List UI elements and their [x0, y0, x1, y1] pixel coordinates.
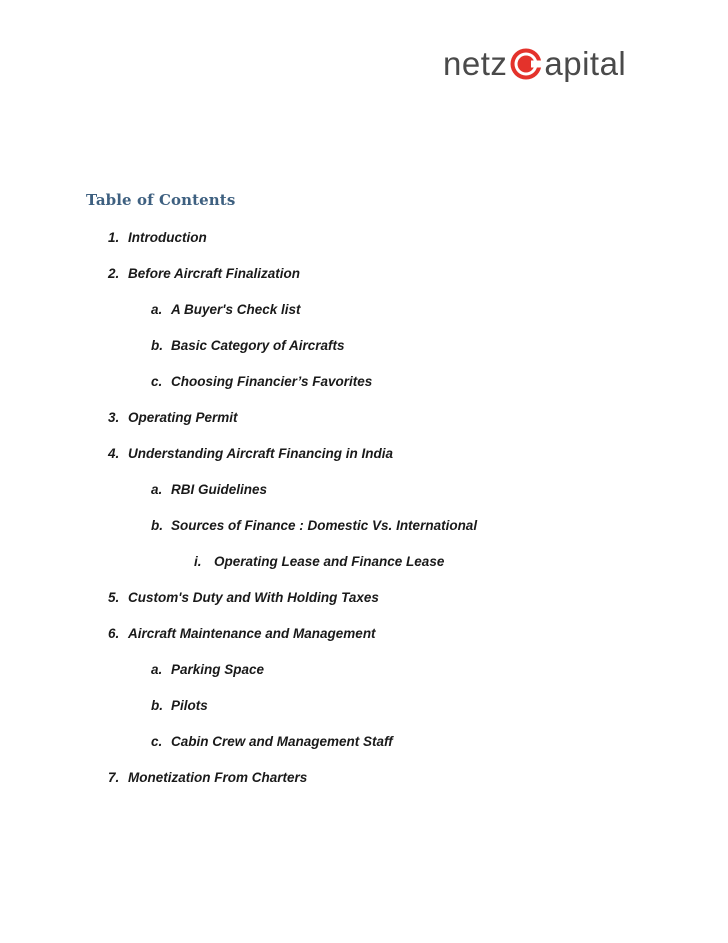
toc-entry-title: Operating Lease and Finance Lease — [214, 554, 445, 569]
toc-entry-title: Parking Space — [171, 662, 265, 677]
toc-entry-title: RBI Guidelines — [171, 482, 268, 497]
toc-entry-number: 1. — [108, 230, 120, 245]
toc-entry-title: Pilots — [171, 698, 208, 713]
toc-entry-title: Custom's Duty and With Holding Taxes — [128, 590, 379, 605]
toc-entry-number: 5. — [108, 590, 120, 605]
toc-entry-title: Sources of Finance : Domestic Vs. International — [171, 518, 478, 533]
toc-entry-title: Aircraft Maintenance and Management — [128, 626, 376, 641]
toc-entry-number: a. — [151, 662, 163, 677]
toc-entry-title: Choosing Financier’s Favorites — [171, 374, 373, 389]
toc-list — [0, 220, 728, 796]
toc-entry[interactable] — [0, 688, 728, 724]
toc-entry-title: Introduction — [128, 230, 207, 245]
toc-entry[interactable] — [0, 508, 728, 544]
netzcapital-logo — [443, 38, 626, 88]
toc-entry-number: 6. — [108, 626, 120, 641]
toc-entry[interactable] — [0, 616, 728, 652]
toc-entry[interactable] — [0, 760, 728, 796]
toc-entry-number: b. — [151, 518, 163, 533]
toc-entry[interactable] — [0, 724, 728, 760]
toc-entry[interactable] — [0, 220, 728, 256]
toc-entry[interactable] — [0, 580, 728, 616]
toc-entry-number: b. — [151, 698, 163, 713]
toc-entry-title: Basic Category of Aircrafts — [171, 338, 345, 353]
toc-heading: Table of Contents — [86, 191, 236, 209]
toc-entry[interactable] — [0, 400, 728, 436]
toc-entry-title: Before Aircraft Finalization — [128, 266, 301, 281]
toc-entry-number: a. — [151, 482, 163, 497]
toc-entry[interactable] — [0, 544, 728, 580]
toc-entry[interactable] — [0, 364, 728, 400]
toc-entry[interactable] — [0, 256, 728, 292]
toc-entry[interactable] — [0, 472, 728, 508]
toc-entry-title: Operating Permit — [128, 410, 238, 425]
logo-text-left: netz — [443, 44, 508, 82]
toc-entry[interactable] — [0, 292, 728, 328]
toc-entry-number: c. — [151, 374, 163, 389]
toc-entry-number: 3. — [108, 410, 120, 425]
toc-entry[interactable] — [0, 652, 728, 688]
logo-c-mark-icon — [509, 47, 543, 81]
toc-entry-title: A Buyer's Check list — [171, 302, 301, 317]
toc-entry-number: 4. — [108, 446, 120, 461]
logo-text-right: apital — [544, 44, 627, 82]
toc-entry-number: b. — [151, 338, 163, 353]
toc-entry[interactable] — [0, 436, 728, 472]
toc-entry-number: 2. — [108, 266, 120, 281]
toc-entry[interactable] — [0, 328, 728, 364]
toc-entry-number: 7. — [108, 770, 120, 785]
toc-entry-title: Understanding Aircraft Financing in India — [128, 446, 394, 461]
toc-entry-number: a. — [151, 302, 163, 317]
toc-entry-number: i. — [194, 554, 202, 569]
toc-entry-title: Cabin Crew and Management Staff — [171, 734, 393, 749]
toc-entry-number: c. — [151, 734, 163, 749]
toc-entry-title: Monetization From Charters — [128, 770, 308, 785]
